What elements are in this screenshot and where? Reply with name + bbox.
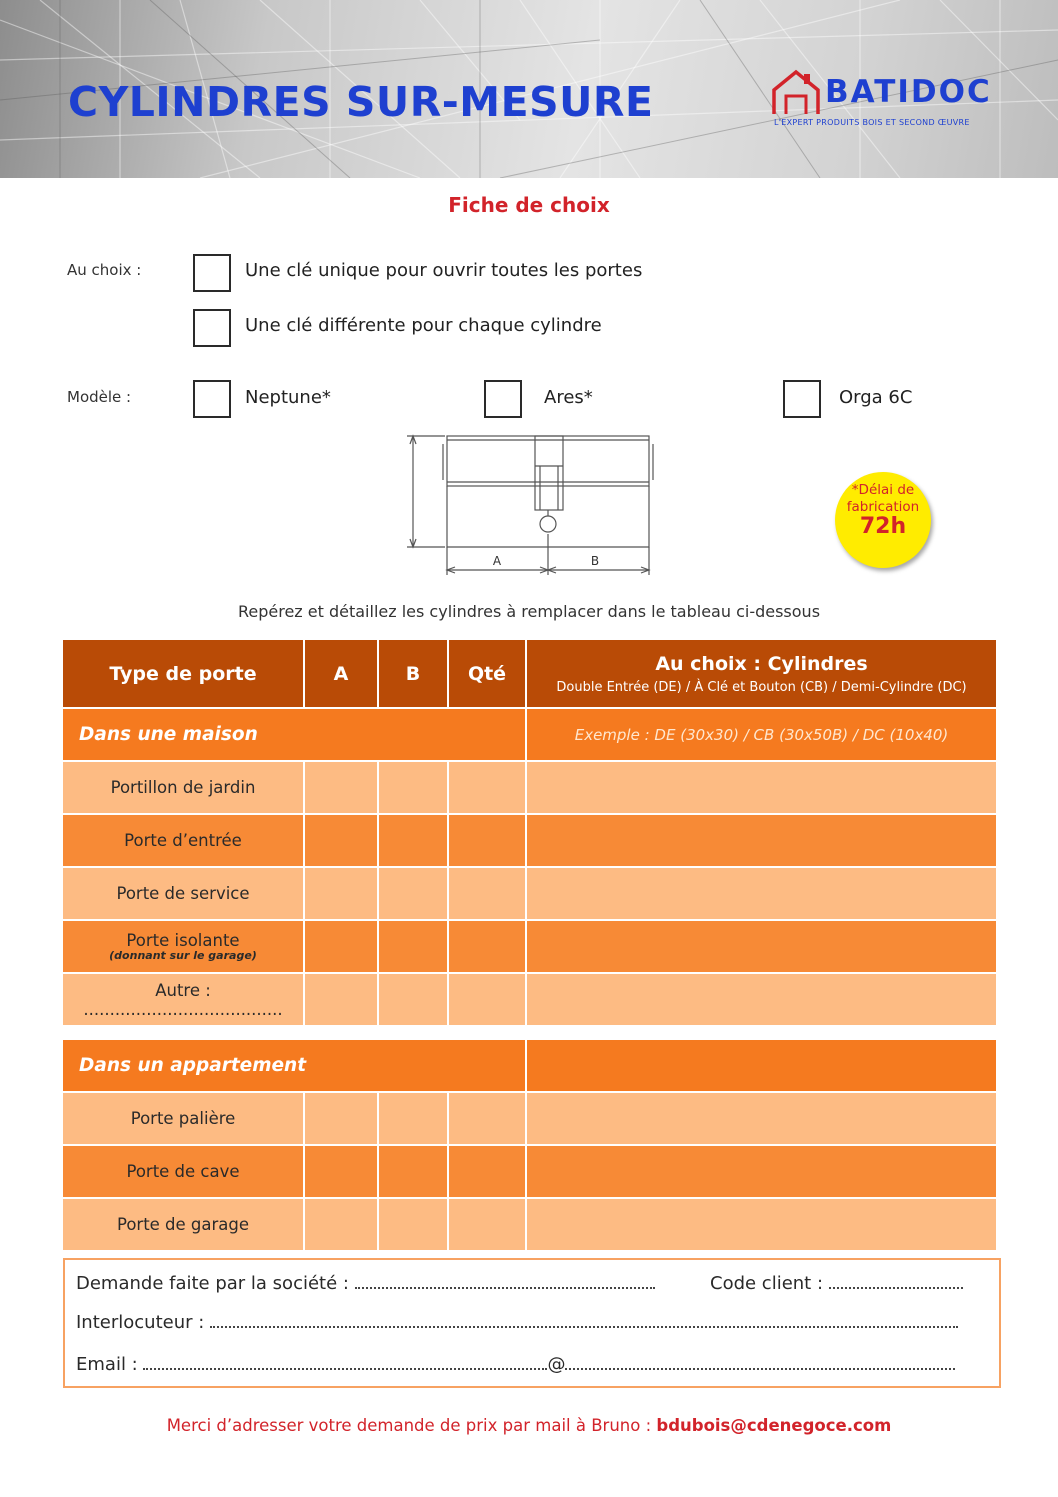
email-line bbox=[76, 1354, 955, 1375]
door-type-cell: Portillon de jardin bbox=[63, 762, 303, 813]
a-input-cell[interactable] bbox=[305, 815, 377, 866]
header-banner bbox=[0, 0, 1058, 178]
door-type-cell: Porte de service bbox=[63, 868, 303, 919]
a-input-cell[interactable] bbox=[305, 868, 377, 919]
client-code-input[interactable] bbox=[829, 1273, 963, 1289]
section-row-house bbox=[63, 709, 996, 762]
door-type-cell: Porte de cave bbox=[63, 1146, 303, 1197]
checkbox-ares[interactable] bbox=[484, 380, 522, 418]
section-title-house: Dans une maison bbox=[63, 709, 525, 760]
checkbox-neptune[interactable] bbox=[193, 380, 231, 418]
email-user-input[interactable] bbox=[143, 1354, 547, 1370]
header-door-type: Type de porte bbox=[63, 640, 303, 707]
cylinder-input-cell[interactable] bbox=[527, 1093, 996, 1144]
qty-input-cell[interactable] bbox=[449, 1146, 525, 1197]
footer-note bbox=[0, 1416, 1058, 1435]
choice-label: Au choix : bbox=[67, 261, 142, 279]
b-input-cell[interactable] bbox=[379, 1093, 447, 1144]
a-input-cell[interactable] bbox=[305, 921, 377, 972]
table-row bbox=[63, 1199, 996, 1252]
door-type-cell: Porte de garage bbox=[63, 1199, 303, 1250]
qty-input-cell[interactable] bbox=[449, 1093, 525, 1144]
b-input-cell[interactable] bbox=[379, 1199, 447, 1250]
header-cylinder-types: Double Entrée (DE) / À Clé et Bouton (CB) / Demi-Cylindre (DC) bbox=[556, 679, 967, 695]
company-label: Demande faite par la société : bbox=[76, 1273, 349, 1294]
header-a: A bbox=[305, 640, 377, 707]
contact-label: Interlocuteur : bbox=[76, 1312, 205, 1333]
client-code-label: Code client : bbox=[710, 1273, 824, 1294]
cylinder-input-cell[interactable] bbox=[527, 974, 996, 1025]
option-ares: Ares* bbox=[544, 387, 593, 408]
brand-tagline: L'EXPERT PRODUITS BOIS ET SECOND ŒUVRE bbox=[774, 118, 970, 127]
cylinder-input-cell[interactable] bbox=[527, 921, 996, 972]
at-sign: @ bbox=[547, 1354, 566, 1375]
door-type-cell bbox=[63, 921, 303, 972]
option-single-key: Une clé unique pour ouvrir toutes les portes bbox=[245, 260, 643, 281]
a-input-cell[interactable] bbox=[305, 974, 377, 1025]
contact-form bbox=[63, 1258, 1001, 1388]
contact-input[interactable] bbox=[210, 1312, 958, 1328]
cylinder-example: Exemple : DE (30x30) / CB (30x50B) / DC (10x40) bbox=[527, 709, 996, 760]
b-input-cell[interactable] bbox=[379, 815, 447, 866]
b-input-cell[interactable] bbox=[379, 921, 447, 972]
checkbox-orga-6c[interactable] bbox=[783, 380, 821, 418]
cylinder-input-cell[interactable] bbox=[527, 868, 996, 919]
lead-time-badge bbox=[835, 472, 931, 568]
b-input-cell[interactable] bbox=[379, 868, 447, 919]
badge-line1: *Délai de bbox=[851, 482, 915, 498]
door-type-note: (donnant sur le garage) bbox=[109, 948, 257, 962]
table-row bbox=[63, 815, 996, 868]
section-title-apartment: Dans un appartement bbox=[63, 1040, 525, 1091]
client-code-line bbox=[710, 1273, 963, 1294]
table-row bbox=[63, 1146, 996, 1199]
house-icon bbox=[770, 68, 822, 118]
a-input-cell[interactable] bbox=[305, 762, 377, 813]
b-input-cell[interactable] bbox=[379, 1146, 447, 1197]
qty-input-cell[interactable] bbox=[449, 868, 525, 919]
footer-text: Merci d’adresser votre demande de prix par mail à Bruno : bbox=[166, 1416, 652, 1435]
cylinder-input-cell[interactable] bbox=[527, 1199, 996, 1250]
qty-input-cell[interactable] bbox=[449, 762, 525, 813]
table-instruction: Repérez et détaillez les cylindres à remplacer dans le tableau ci-dessous bbox=[237, 602, 821, 621]
contact-line bbox=[76, 1312, 958, 1333]
email-label: Email : bbox=[76, 1354, 138, 1375]
door-type-other-cell[interactable]: Autre : ...................................... bbox=[63, 974, 303, 1025]
qty-input-cell[interactable] bbox=[449, 921, 525, 972]
qty-input-cell[interactable] bbox=[449, 974, 525, 1025]
cylinder-input-cell[interactable] bbox=[527, 815, 996, 866]
footer-email-link[interactable]: bdubois@cdenegoce.com bbox=[656, 1416, 892, 1435]
door-type-cell: Porte d’entrée bbox=[63, 815, 303, 866]
a-input-cell[interactable] bbox=[305, 1146, 377, 1197]
door-type-cell: Porte palière bbox=[63, 1093, 303, 1144]
header-b: B bbox=[379, 640, 447, 707]
b-input-cell[interactable] bbox=[379, 974, 447, 1025]
section-row-apartment bbox=[63, 1040, 996, 1093]
a-input-cell[interactable] bbox=[305, 1199, 377, 1250]
table-row bbox=[63, 974, 996, 1027]
header-cylinder-choice bbox=[527, 640, 996, 707]
header-cylinder-title: Au choix : Cylindres bbox=[655, 652, 868, 675]
qty-input-cell[interactable] bbox=[449, 1199, 525, 1250]
table-row bbox=[63, 1093, 996, 1146]
qty-input-cell[interactable] bbox=[449, 815, 525, 866]
table-row bbox=[63, 762, 996, 815]
cylinder-input-cell[interactable] bbox=[527, 1146, 996, 1197]
company-line bbox=[76, 1273, 655, 1294]
badge-lead-time: 72h bbox=[859, 514, 907, 539]
option-neptune: Neptune* bbox=[245, 387, 331, 408]
b-input-cell[interactable] bbox=[379, 762, 447, 813]
table-row bbox=[63, 921, 996, 974]
badge-line2: fabrication bbox=[846, 499, 920, 515]
company-input[interactable] bbox=[355, 1273, 655, 1289]
page-title: CYLINDRES SUR-MESURE bbox=[68, 78, 654, 126]
brand-name: BATIDOC bbox=[825, 74, 992, 110]
checkbox-single-key[interactable] bbox=[193, 254, 231, 292]
checkbox-different-keys[interactable] bbox=[193, 309, 231, 347]
cylinder-drawing bbox=[405, 430, 655, 580]
cylinder-input-cell[interactable] bbox=[527, 762, 996, 813]
dimension-b-label: B bbox=[590, 554, 600, 568]
door-type-label: Porte isolante bbox=[126, 930, 240, 950]
section-empty-cell bbox=[527, 1040, 996, 1091]
email-domain-input[interactable] bbox=[565, 1354, 955, 1370]
table-header-row bbox=[63, 640, 996, 709]
option-different-keys: Une clé différente pour chaque cylindre bbox=[245, 315, 602, 336]
dimension-a-label: A bbox=[492, 554, 502, 568]
badge-text bbox=[835, 482, 931, 516]
option-orga-6c: Orga 6C bbox=[839, 387, 913, 408]
brand-logo bbox=[770, 68, 1010, 138]
header-qty: Qté bbox=[449, 640, 525, 707]
model-label: Modèle : bbox=[67, 388, 132, 406]
form-subtitle: Fiche de choix bbox=[448, 193, 610, 217]
a-input-cell[interactable] bbox=[305, 1093, 377, 1144]
table-row bbox=[63, 868, 996, 921]
